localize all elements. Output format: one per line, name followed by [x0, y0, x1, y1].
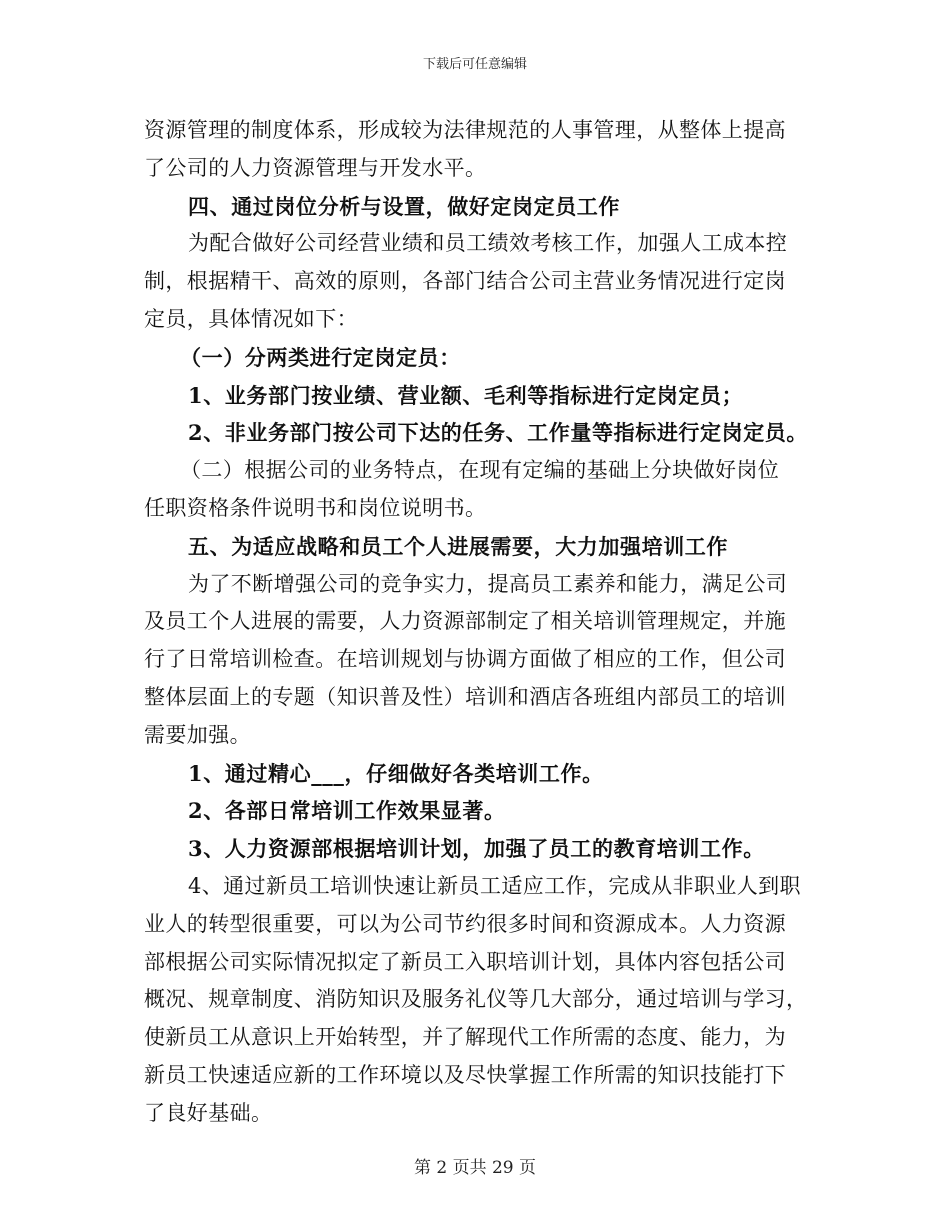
- paragraph-line: 定员，具体情况如下：: [144, 306, 358, 331]
- paragraph-line: 新员工快速适应新的工作环境以及尽快掌握工作所需的知识技能打下: [144, 1062, 786, 1087]
- section-heading: 四、通过岗位分析与设置，做好定岗定员工作: [188, 193, 620, 219]
- section-heading: 五、为适应战略和员工个人进展需要，大力加强培训工作: [188, 533, 728, 559]
- page-footer: 第 2 页共 29 页: [413, 1158, 537, 1178]
- paragraph-line: 业人的转型很重要，可以为公司节约很多时间和资源成本。人力资源: [144, 911, 786, 936]
- list-item: 2、各部日常培训工作效果显著。: [188, 798, 506, 824]
- subsection-heading: （一）分两类进行定岗定员：: [180, 344, 461, 370]
- paragraph-line: 概况、规章制度、消防知识及服务礼仪等几大部分，通过培训与学习，: [144, 987, 808, 1012]
- paragraph-line: 需要加强。: [144, 722, 251, 747]
- paragraph-line: 行了日常培训检查。在培训规划与协调方面做了相应的工作，但公司: [144, 647, 786, 672]
- paragraph-line: 使新员工从意识上开始转型，并了解现代工作所需的态度、能力，为: [144, 1025, 786, 1050]
- paragraph-line: 为了不断增强公司的竞争实力，提高员工素养和能力，满足公司: [188, 571, 788, 596]
- paragraph-line: 了良好基础。: [144, 1100, 273, 1125]
- document-body: [144, 112, 809, 1133]
- paragraph-line: 制，根据精干、高效的原则，各部门结合公司主营业务情况进行定岗: [144, 269, 786, 294]
- paragraph-line: 资源管理的制度体系，形成较为法律规范的人事管理，从整体上提高: [144, 118, 786, 142]
- paragraph-line: 部根据公司实际情况拟定了新员工入职培训计划，具体内容包括公司: [144, 949, 786, 974]
- paragraph-line: 4、通过新员工培训快速让新员工适应工作，完成从非职业人到职: [188, 873, 801, 898]
- paragraph-line: 及员工个人进展的需要，人力资源部制定了相关培训管理规定，并施: [144, 609, 786, 634]
- paragraph-line: 任职资格条件说明书和岗位说明书。: [144, 495, 487, 520]
- paragraph-line: 整体层面上的专题（知识普及性）培训和酒店各班组内部员工的培训: [144, 684, 786, 709]
- paragraph-line: 了公司的人力资源管理与开发水平。: [144, 155, 487, 180]
- page-header: 下载后可任意编辑: [422, 57, 527, 72]
- list-item: 3、人力资源部根据培训计划，加强了员工的教育培训工作。: [188, 836, 765, 862]
- list-item: 1、通过精心___，仔细做好各类培训工作。: [188, 760, 604, 786]
- paragraph-line: （二）根据公司的业务特点，在现有定编的基础上分块做好岗位: [180, 458, 780, 483]
- list-item: 2、非业务部门按公司下达的任务、工作量等指标进行定岗定员。: [188, 420, 809, 446]
- list-item: 1、业务部门按业绩、营业额、毛利等指标进行定岗定员；: [188, 382, 744, 408]
- paragraph-line: 为配合做好公司经营业绩和员工绩效考核工作，加强人工成本控: [188, 231, 788, 256]
